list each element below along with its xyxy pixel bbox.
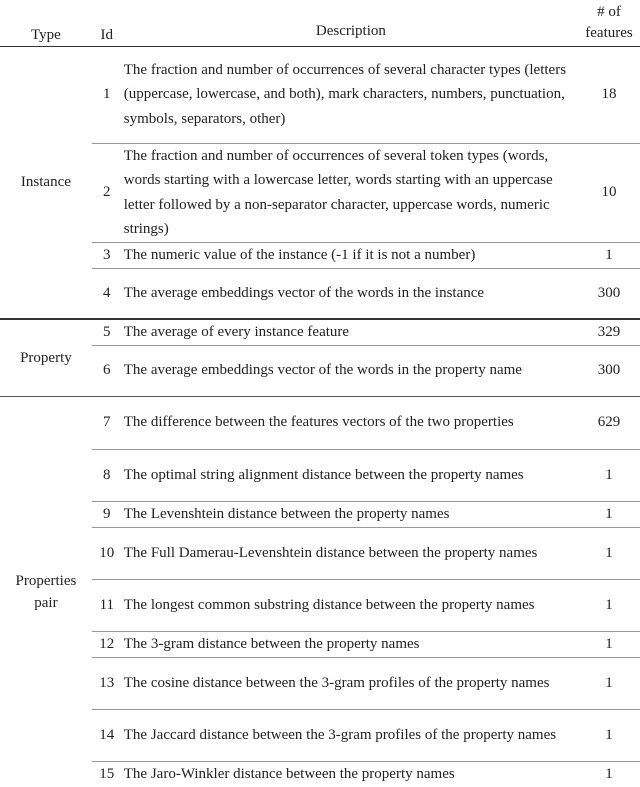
row-description: The longest common substring distance between the property names [122,579,578,631]
row-id: 4 [92,268,122,319]
row-id: 11 [92,579,122,631]
row-id: 12 [92,631,122,657]
row-description: The 3-gram distance between the property names [122,631,578,657]
group-property: Property [0,319,92,396]
row-id: 15 [99,765,115,782]
row-num-features: 1 [578,501,640,527]
row-id: 5 [92,319,122,345]
row-num-features: 629 [578,396,640,449]
row-id: 6 [92,345,122,396]
row-description: The cosine distance between the 3-gram profiles of the property names [122,657,578,709]
header-type: Type [0,0,92,46]
table-row [0,579,640,631]
row-id: 8 [92,449,122,501]
row-num-features: 329 [578,319,640,345]
row-id: 3 [92,242,122,268]
row-num-features: 1 [605,765,613,782]
table-row [0,46,640,143]
row-description: The Levenshtein distance between the property names [122,501,578,527]
row-id: 1 [92,46,122,143]
table-row [0,631,640,657]
row-id: 13 [92,657,122,709]
group-properties-pair [0,396,92,787]
table-row [0,345,640,396]
header-num-features [578,0,640,46]
row-description: The Full Damerau-Levenshtein distance between the property names [122,527,578,579]
table-row [0,761,640,787]
row-num-features: 1 [578,242,640,268]
table-row [0,449,640,501]
table-row [0,319,640,345]
row-description: The Jaccard distance between the 3-gram profiles of the property names [122,709,578,761]
row-description: The fraction and number of occurrences of several character types (letters (uppercase, lowercase, and both), mark characters, numbers, punctuation, symbols, separators, other) [122,46,578,143]
row-description: The optimal string alignment distance between the property names [122,449,578,501]
row-num-features: 1 [578,657,640,709]
row-num-features: 1 [578,579,640,631]
row-description: The Jaro-Winkler distance between the property names [123,766,455,782]
row-description: The average embeddings vector of the words in the instance [122,268,578,319]
table-row [0,268,640,319]
group-properties-pair-line1: Properties [15,572,77,589]
header-num-features-line2: features [585,24,633,41]
header-id: Id [92,0,122,46]
header-num-features-line1: # of [597,3,621,20]
row-num-features: 10 [578,143,640,242]
table-row [0,709,640,761]
row-num-features: 1 [578,709,640,761]
row-id: 2 [92,143,122,242]
row-description: The average of every instance feature [122,319,578,345]
header-description: Description [122,0,578,46]
row-id: 9 [92,501,122,527]
table-row [0,527,640,579]
table-row [0,657,640,709]
row-num-features: 18 [578,46,640,143]
group-instance: Instance [0,46,92,319]
row-num-features: 300 [578,268,640,319]
row-description: The difference between the features vectors of the two properties [122,396,578,449]
row-id: 14 [92,709,122,761]
row-description: The fraction and number of occurrences of several token types (words, words starting with a lowercase letter, words starting with an uppercase letter followed by a non-separator character, uppercase words, numeric strings) [122,143,578,242]
row-description: The average embeddings vector of the words in the property name [122,345,578,396]
row-num-features: 1 [578,527,640,579]
table-row [0,501,640,527]
row-num-features: 300 [578,345,640,396]
table-row [0,396,640,449]
row-num-features: 1 [578,449,640,501]
row-id: 7 [92,396,122,449]
row-num-features: 1 [578,631,640,657]
header-row [0,0,640,46]
row-description: The numeric value of the instance (-1 if it is not a number) [122,242,578,268]
table-row [0,242,640,268]
row-id: 10 [92,527,122,579]
table-row [0,143,640,242]
group-properties-pair-line2: pair [34,594,58,611]
